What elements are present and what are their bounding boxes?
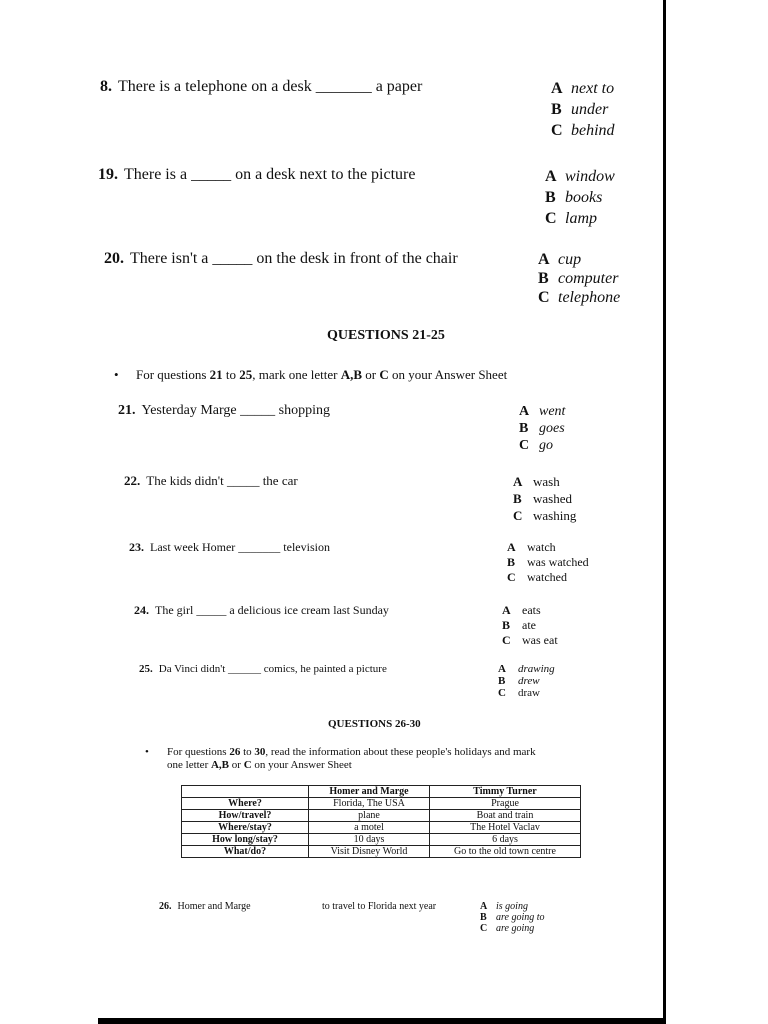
option-a[interactable]: A went xyxy=(519,404,566,419)
question-23-options xyxy=(507,540,589,585)
question-24-options xyxy=(502,603,558,648)
option-b[interactable]: B under xyxy=(551,101,609,118)
table-row: Where/stay? a motel The Hotel Vaclav xyxy=(182,822,581,834)
option-c[interactable]: C draw xyxy=(498,687,540,699)
section-heading-26-30: QUESTIONS 26-30 xyxy=(328,718,421,730)
option-c[interactable]: C behind xyxy=(551,122,615,139)
option-b[interactable]: B books xyxy=(545,189,603,206)
question-25: 25. Da Vinci didn't ______ comics, he painted a picture xyxy=(139,663,387,675)
question-text: There is a _____ on a desk next to the picture xyxy=(124,166,416,183)
option-a[interactable]: A wash xyxy=(513,474,560,489)
question-21-options xyxy=(519,403,565,454)
option-a[interactable]: A is going xyxy=(480,901,528,912)
section-heading-21-25: QUESTIONS 21-25 xyxy=(327,328,445,343)
option-a[interactable]: A watch xyxy=(507,540,556,554)
question-number: 20. xyxy=(104,250,124,267)
table-row: Where? Florida, The USA Prague xyxy=(182,798,581,810)
option-a[interactable]: A next to xyxy=(551,80,615,97)
question-number: 19. xyxy=(98,166,118,183)
option-c[interactable]: C are going xyxy=(480,923,535,934)
option-b[interactable]: B ate xyxy=(502,618,536,632)
question-21: 21. Yesterday Marge _____ shopping xyxy=(118,403,330,418)
option-a[interactable]: A cup xyxy=(538,251,582,268)
question-text: There is a telephone on a desk _______ a paper xyxy=(118,78,423,95)
option-b[interactable]: B washed xyxy=(513,491,572,506)
question-24: 24. The girl _____ a delicious ice cream last Sunday xyxy=(134,603,389,617)
option-b[interactable]: B are going to xyxy=(480,912,545,923)
option-a[interactable]: A drawing xyxy=(498,663,555,675)
question-23: 23. Last week Homer _______ television xyxy=(129,540,330,554)
question-20 xyxy=(104,250,458,268)
option-c[interactable]: C washing xyxy=(513,508,577,523)
question-26-text-continued: to travel to Florida next year xyxy=(322,901,437,912)
question-19 xyxy=(98,166,415,184)
option-b[interactable]: B computer xyxy=(538,270,619,287)
option-a[interactable]: A eats xyxy=(502,603,541,617)
question-25-options xyxy=(498,663,555,699)
table-row: What/do? Visit Disney World Go to the old town centre xyxy=(182,846,581,858)
option-c[interactable]: C telephone xyxy=(538,289,621,306)
question-8-options xyxy=(551,78,615,141)
page-border-bottom xyxy=(98,1018,666,1024)
table-row: How long/stay? 10 days 6 days xyxy=(182,834,581,846)
option-c[interactable]: C lamp xyxy=(545,210,597,227)
page-border-right xyxy=(663,0,666,1024)
option-c[interactable]: C was eat xyxy=(502,633,558,647)
option-c[interactable]: C go xyxy=(519,438,553,453)
bullet-icon: • xyxy=(114,367,119,382)
question-19-options xyxy=(545,166,615,229)
question-8 xyxy=(100,78,422,96)
question-text: There isn't a _____ on the desk in front of the chair xyxy=(130,250,458,267)
option-c[interactable]: C watched xyxy=(507,570,567,584)
table-row: How/travel? plane Boat and train xyxy=(182,810,581,822)
question-number: 8. xyxy=(100,78,112,95)
option-a[interactable]: A window xyxy=(545,168,615,185)
question-22: 22. The kids didn't _____ the car xyxy=(124,473,298,488)
option-b[interactable]: B was watched xyxy=(507,555,589,569)
question-22-options xyxy=(513,473,576,524)
question-26: 26. Homer and Marge xyxy=(159,901,251,912)
option-b[interactable]: B drew xyxy=(498,675,540,687)
section-instruction-21-25: • For questions 21 to 25, mark one letter A,B or C on your Answer Sheet xyxy=(114,367,508,382)
question-26-options xyxy=(480,901,545,934)
holiday-info-table xyxy=(181,785,581,858)
table-header-row: Homer and Marge Timmy Turner xyxy=(182,786,581,798)
section-instruction-26-30: • For questions 26 to 30, read the information about these people's holidays and mark one letter A,B or C on your Answer Sheet xyxy=(145,746,536,771)
option-b[interactable]: B goes xyxy=(519,421,565,436)
question-20-options xyxy=(538,250,620,307)
bullet-icon: • xyxy=(145,746,149,758)
